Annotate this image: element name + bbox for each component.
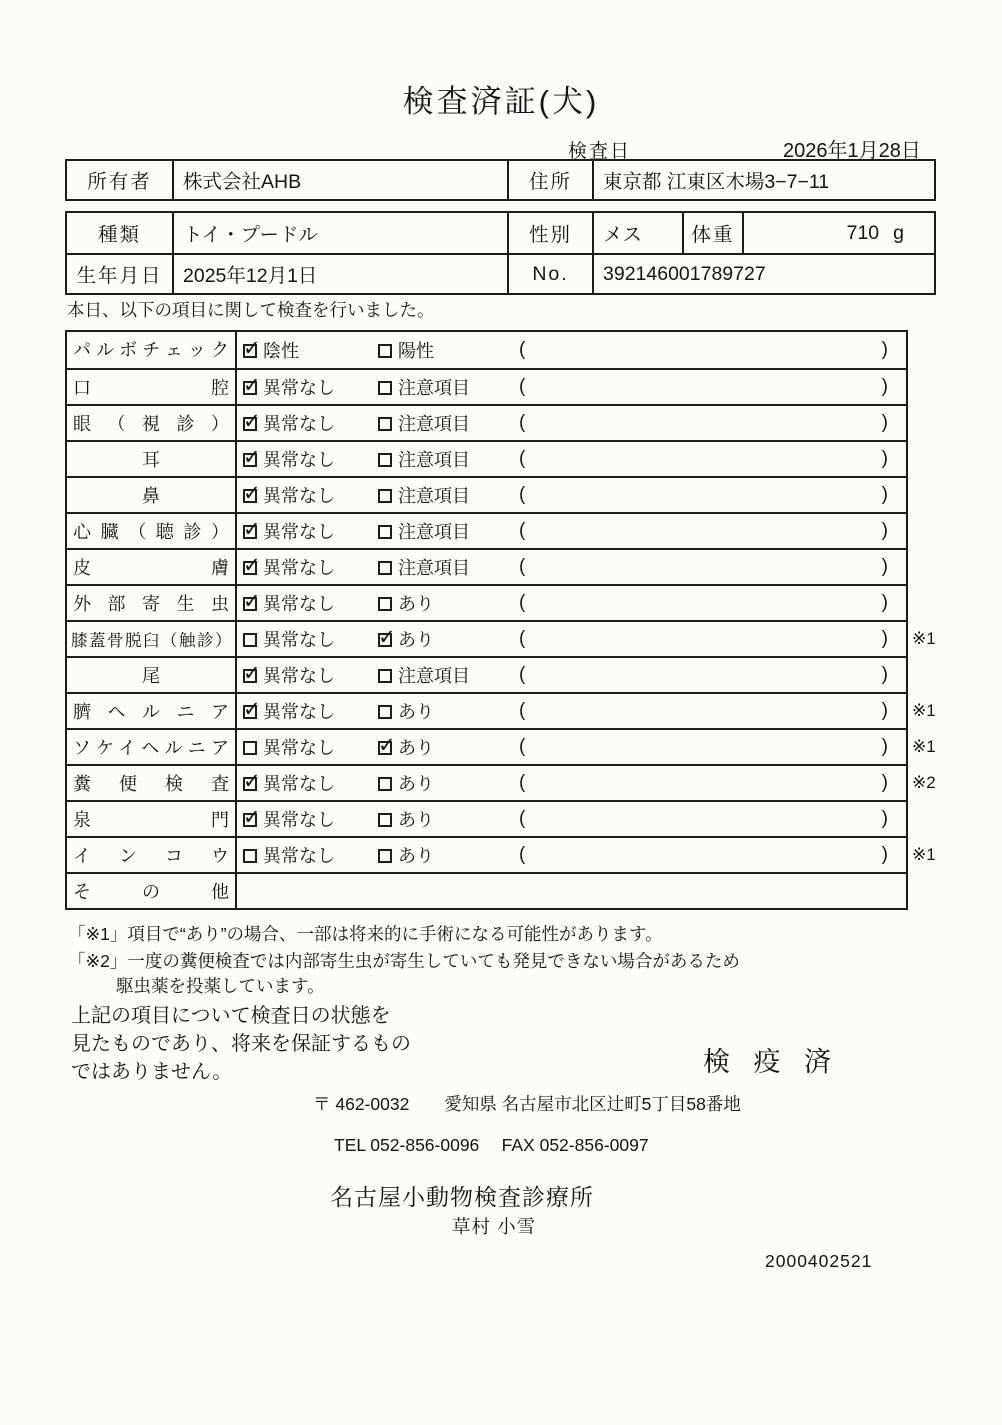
inspection-row xyxy=(67,800,906,836)
inspection-row xyxy=(67,584,906,620)
paren-open-mark: ( xyxy=(519,412,526,433)
paren-close-mark: ) xyxy=(881,592,888,613)
option1-label: 陰性 xyxy=(263,341,299,361)
quarantine-stamp: 検 疫 済 xyxy=(703,1047,840,1077)
option2-label: あり xyxy=(398,738,434,758)
option2-checkbox xyxy=(378,344,392,358)
option2-label: 注意項目 xyxy=(398,378,470,398)
option1-checkbox xyxy=(243,597,257,611)
breed-label: 種類 xyxy=(97,224,141,246)
intro-text: 本日、以下の項目に関して検査を行いました。 xyxy=(67,300,435,320)
option2 xyxy=(372,766,507,800)
no-label: No. xyxy=(507,255,592,293)
option2 xyxy=(372,332,507,368)
row-note: ※1 xyxy=(912,629,936,648)
option2-label: あり xyxy=(398,702,434,722)
inspection-row xyxy=(67,620,936,656)
option2 xyxy=(372,694,507,728)
option2-label: あり xyxy=(398,630,434,650)
pet-info-table xyxy=(65,211,936,295)
option2-label: あり xyxy=(398,774,434,794)
serial-number: 2000402521 xyxy=(765,1251,873,1271)
paren-field xyxy=(507,550,906,584)
item-label: 心臓（聴診） xyxy=(67,514,237,548)
footnote-2-continued: 駆虫薬を投薬しています。 xyxy=(116,976,325,996)
weight-value: 710 xyxy=(846,221,880,244)
clinic-postal-address: 〒 462-0032 愛知県 名古屋市北区辻町5丁目58番地 xyxy=(313,1094,741,1114)
paren-field xyxy=(507,370,906,404)
disclaimer-text xyxy=(71,1002,411,1086)
sex-value: メス xyxy=(592,213,682,253)
paren-field xyxy=(507,802,906,836)
row-note: ※1 xyxy=(912,737,936,756)
option2-label: 注意項目 xyxy=(398,522,470,542)
row-note: ※2 xyxy=(912,773,936,792)
option1 xyxy=(237,622,372,656)
row-note: ※1 xyxy=(912,701,936,720)
owner-value: 株式会社AHB xyxy=(172,161,507,199)
option2-checkbox xyxy=(378,561,392,575)
disclaimer-line-3: ではありません。 xyxy=(71,1061,233,1083)
option1 xyxy=(237,370,372,404)
paren-open-mark: ( xyxy=(519,520,526,541)
owner-info-table xyxy=(65,159,936,201)
paren-open-mark: ( xyxy=(519,844,526,865)
footnote-2: 「※2」一度の糞便検査では内部寄生虫が寄生していても発見できない場合があるため xyxy=(68,951,740,971)
option2-checkbox xyxy=(378,741,392,755)
option2-checkbox xyxy=(378,705,392,719)
option1 xyxy=(237,838,372,872)
option1-label: 異常なし xyxy=(263,414,335,434)
weight-label: 体重 xyxy=(682,213,742,253)
option2 xyxy=(372,406,507,440)
option1-label: 異常なし xyxy=(263,774,335,794)
item-label: パルボチェック xyxy=(67,332,237,368)
address-label: 住所 xyxy=(507,161,592,199)
option1-checkbox xyxy=(243,813,257,827)
item-label: 糞便検査 xyxy=(67,766,237,800)
paren-close-mark: ) xyxy=(881,628,888,649)
paren-open-mark: ( xyxy=(519,628,526,649)
option1 xyxy=(237,730,372,764)
paren-open-mark: ( xyxy=(519,772,526,793)
option2 xyxy=(372,514,507,548)
paren-close-mark: ) xyxy=(881,484,888,505)
owner-row xyxy=(67,161,934,199)
item-label: その他 xyxy=(67,874,237,908)
option1 xyxy=(237,406,372,440)
paren-close-mark: ) xyxy=(881,664,888,685)
option2-label: 注意項目 xyxy=(398,486,470,506)
paren-open-mark: ( xyxy=(519,664,526,685)
item-label: 口腔 xyxy=(67,370,237,404)
paren-open-mark: ( xyxy=(519,339,526,360)
paren-close-mark: ) xyxy=(881,556,888,577)
paren-field xyxy=(507,478,906,512)
paren-close-mark: ) xyxy=(881,376,888,397)
inspection-row xyxy=(67,764,936,800)
paren-field xyxy=(507,694,906,728)
option1-checkbox xyxy=(243,417,257,431)
breed-sex-weight-row xyxy=(67,213,934,253)
option1 xyxy=(237,802,372,836)
option1-label: 異常なし xyxy=(263,666,335,686)
option2-checkbox xyxy=(378,453,392,467)
option1-checkbox xyxy=(243,705,257,719)
option1-label: 異常なし xyxy=(263,630,335,650)
item-label: 耳 xyxy=(67,442,237,476)
option2 xyxy=(372,442,507,476)
option2 xyxy=(372,802,507,836)
option1-checkbox xyxy=(243,489,257,503)
option1 xyxy=(237,332,372,368)
option2 xyxy=(372,586,507,620)
sex-label: 性別 xyxy=(507,213,592,253)
option1 xyxy=(237,766,372,800)
inspection-row xyxy=(67,512,906,548)
inspection-table xyxy=(65,330,936,910)
paren-close-mark: ) xyxy=(881,339,888,360)
option1-checkbox xyxy=(243,777,257,791)
option1 xyxy=(237,514,372,548)
paren-field xyxy=(507,406,906,440)
option2-label: あり xyxy=(398,846,434,866)
inspection-row xyxy=(67,548,906,584)
weight-unit: g xyxy=(893,221,904,244)
birthdate-value: 2025年12月1日 xyxy=(172,255,507,293)
option1 xyxy=(237,694,372,728)
option2-checkbox xyxy=(378,849,392,863)
item-label: インコウ xyxy=(67,838,237,872)
inspection-row xyxy=(67,872,906,908)
option1-checkbox xyxy=(243,633,257,647)
option2-checkbox xyxy=(378,597,392,611)
option1-label: 異常なし xyxy=(263,810,335,830)
option2-label: 陽性 xyxy=(398,341,434,361)
inspection-date-value: 2026年1月28日 xyxy=(783,140,921,162)
option2 xyxy=(372,478,507,512)
inspection-row xyxy=(67,692,936,728)
option2 xyxy=(372,658,507,692)
paren-open-mark: ( xyxy=(519,736,526,757)
option1-checkbox xyxy=(243,669,257,683)
paren-close-mark: ) xyxy=(881,520,888,541)
inspection-date-label: 検査日 xyxy=(568,141,632,162)
inspection-row xyxy=(67,404,906,440)
option1-label: 異常なし xyxy=(263,738,335,758)
option2-label: あり xyxy=(398,810,434,830)
option2-checkbox xyxy=(378,633,392,647)
paren-close-mark: ) xyxy=(881,844,888,865)
option2-checkbox xyxy=(378,417,392,431)
option1 xyxy=(237,442,372,476)
weight-value-cell xyxy=(742,213,934,253)
paren-open-mark: ( xyxy=(519,592,526,613)
option1-label: 異常なし xyxy=(263,558,335,578)
item-label: 泉門 xyxy=(67,802,237,836)
disclaimer-line-2: 見たものであり、将来を保証するもの xyxy=(71,1033,411,1055)
paren-field xyxy=(507,332,906,368)
item-label: 外部寄生虫 xyxy=(67,586,237,620)
footnote-1: 「※1」項目で“あり”の場合、一部は将来的に手術になる可能性があります。 xyxy=(68,924,663,944)
option1-label: 異常なし xyxy=(263,594,335,614)
clinic-name: 名古屋小動物検査診療所 xyxy=(330,1184,594,1210)
option1 xyxy=(237,550,372,584)
no-value: 392146001789727 xyxy=(592,255,934,293)
option1-checkbox xyxy=(243,561,257,575)
option1-label: 異常なし xyxy=(263,702,335,722)
paren-field xyxy=(507,766,906,800)
option1-label: 異常なし xyxy=(263,378,335,398)
option2 xyxy=(372,730,507,764)
paren-open-mark: ( xyxy=(519,700,526,721)
option2-label: 注意項目 xyxy=(398,666,470,686)
option2-checkbox xyxy=(378,669,392,683)
paren-open-mark: ( xyxy=(519,376,526,397)
page-title: 検査済証(犬) xyxy=(402,84,600,119)
paren-field xyxy=(507,622,906,656)
inspection-row xyxy=(67,836,936,872)
option1-label: 異常なし xyxy=(263,486,335,506)
option2-label: 注意項目 xyxy=(398,450,470,470)
inspection-row xyxy=(67,332,906,368)
item-label: 鼻 xyxy=(67,478,237,512)
inspection-row xyxy=(67,656,906,692)
row-note: ※1 xyxy=(912,845,936,864)
inspection-row xyxy=(67,440,906,476)
option1 xyxy=(237,586,372,620)
address-value: 東京都 江東区木場3−7−11 xyxy=(592,161,934,199)
breed-value: トイ・プードル xyxy=(172,213,507,253)
paren-field xyxy=(507,658,906,692)
option1-checkbox xyxy=(243,453,257,467)
veterinarian-name: 草村 小雪 xyxy=(452,1216,537,1237)
option1 xyxy=(237,658,372,692)
option1-label: 異常なし xyxy=(263,522,335,542)
paren-close-mark: ) xyxy=(881,808,888,829)
option2-checkbox xyxy=(378,525,392,539)
paren-field xyxy=(507,838,906,872)
option1-label: 異常なし xyxy=(263,846,335,866)
option2 xyxy=(372,550,507,584)
paren-close-mark: ) xyxy=(881,448,888,469)
option2-checkbox xyxy=(378,381,392,395)
option1-checkbox xyxy=(243,344,257,358)
owner-label: 所有者 xyxy=(87,171,152,193)
option2-label: あり xyxy=(398,594,434,614)
paren-close-mark: ) xyxy=(881,736,888,757)
option2 xyxy=(372,370,507,404)
option2-checkbox xyxy=(378,777,392,791)
inspection-row xyxy=(67,476,906,512)
option2-label: 注意項目 xyxy=(398,414,470,434)
inspection-row xyxy=(67,728,936,764)
item-label: 皮膚 xyxy=(67,550,237,584)
option1-label: 異常なし xyxy=(263,450,335,470)
item-label: 眼（視診） xyxy=(67,406,237,440)
option2 xyxy=(372,622,507,656)
option1-checkbox xyxy=(243,849,257,863)
paren-close-mark: ) xyxy=(881,700,888,721)
option1-checkbox xyxy=(243,525,257,539)
item-label: 膝蓋骨脱臼（触診） xyxy=(67,622,237,656)
option1-checkbox xyxy=(243,741,257,755)
paren-field xyxy=(507,514,906,548)
option1-checkbox xyxy=(243,381,257,395)
inspection-row xyxy=(67,368,906,404)
option1 xyxy=(237,478,372,512)
paren-field xyxy=(507,730,906,764)
option2 xyxy=(372,838,507,872)
item-label: ソケイヘルニア xyxy=(67,730,237,764)
paren-close-mark: ) xyxy=(881,412,888,433)
item-label: 尾 xyxy=(67,658,237,692)
item-label: 臍ヘルニア xyxy=(67,694,237,728)
birthdate-no-row xyxy=(67,253,934,293)
paren-open-mark: ( xyxy=(519,556,526,577)
paren-field xyxy=(507,442,906,476)
option2-checkbox xyxy=(378,813,392,827)
disclaimer-line-1: 上記の項目について検査日の状態を xyxy=(71,1005,391,1027)
paren-open-mark: ( xyxy=(519,448,526,469)
clinic-tel-fax: TEL 052-856-0096 FAX 052-856-0097 xyxy=(334,1135,649,1155)
paren-open-mark: ( xyxy=(519,808,526,829)
paren-open-mark: ( xyxy=(519,484,526,505)
option2-label: 注意項目 xyxy=(398,558,470,578)
paren-close-mark: ) xyxy=(881,772,888,793)
paren-field xyxy=(507,586,906,620)
birthdate-label: 生年月日 xyxy=(76,265,163,287)
option2-checkbox xyxy=(378,489,392,503)
